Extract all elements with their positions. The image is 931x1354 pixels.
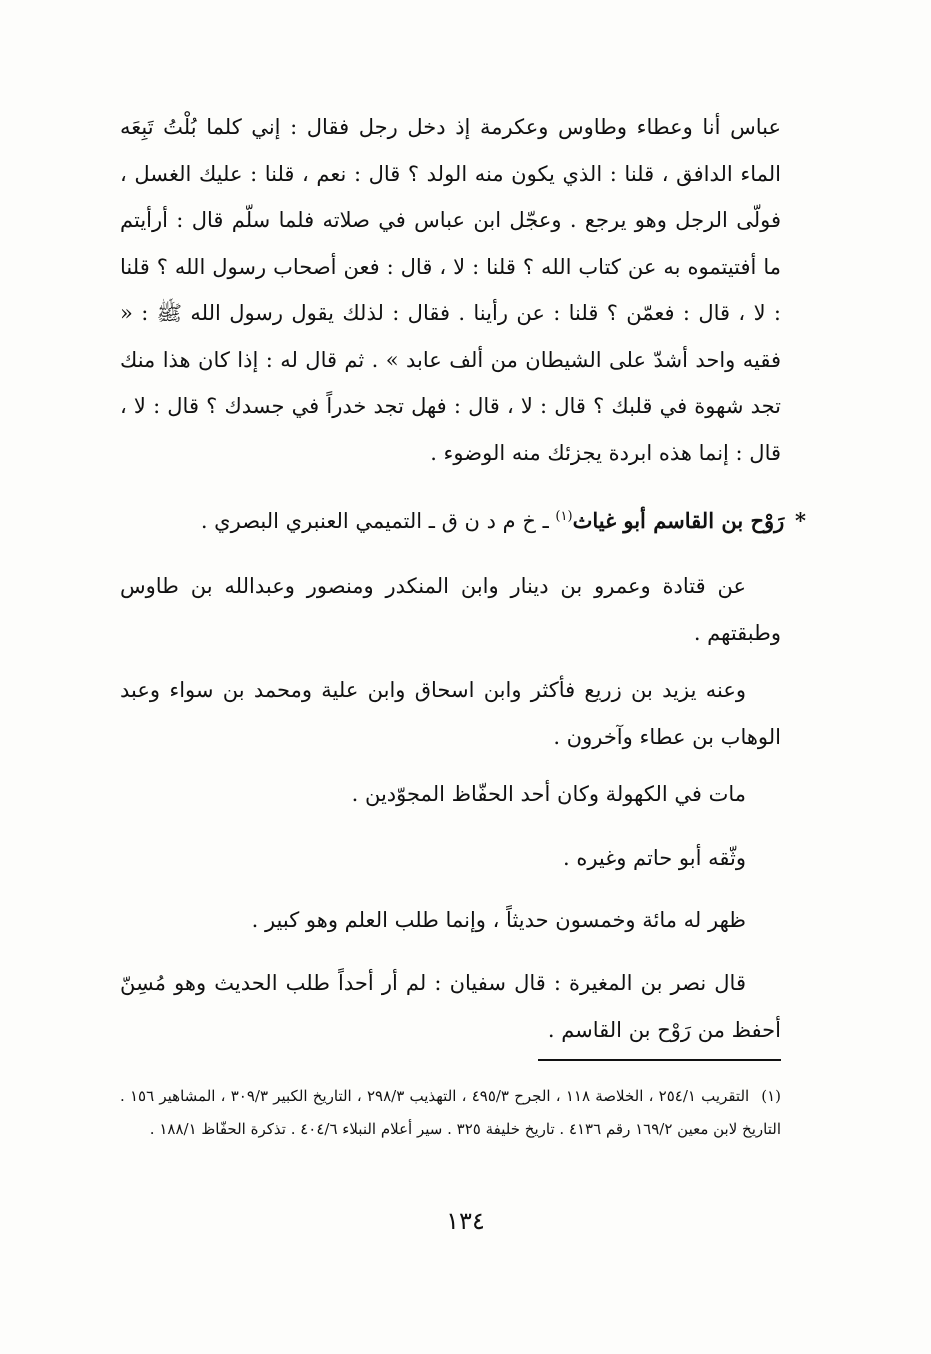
paragraph-text: مات في الكهولة وكان أحد الحفّاظ المجوّدين . [351, 782, 746, 806]
entry-name: رَوْح بن القاسم أبو غياث [572, 508, 785, 533]
paragraph-continuation [120, 104, 781, 476]
paragraph-death [120, 771, 781, 818]
paragraph-students [120, 667, 781, 760]
paragraph-text: عباس أنا وعطاء وطاوس وعكرمة إذ دخل رجل فقال : إني كلما بُلْتُ تَبِعَه الماء الدافق ، قلنا : الذي يكون منه الولد ؟ قال : نعم ، قلنا : عليك الغسل ، فولّى الرجل وهو يرجع . وعجّل ابن عباس في صلاته فلما سلّم قال : أرأيتم ما أفتيتموه به عن كتاب الله ؟ قلنا : لا ، قال : فعن أصحاب رسول الله ؟ قلنا : لا ، قال : فعمّن ؟ قلنا : عن رأينا . فقال : لذلك يقول رسول الله ﷺ : « فقيه واحد أشدّ على الشيطان من ألف عابد » . ثم قال له : إذا كان هذا منك تجد شهوة في قلبك ؟ قال : لا ، قال : فهل تجد خدراً في جسدك ؟ قال : لا ، قال : إنما هذه ابردة يجزئك منه الوضوء . [120, 115, 781, 465]
paragraph-text: وثّقه أبو حاتم وغيره . [562, 846, 746, 870]
footnote-separator [538, 1059, 781, 1061]
paragraph-text: ظهر له مائة وخمسون حديثاً ، وإنما طلب العلم وهو كبير . [251, 908, 746, 932]
paragraph-quote [120, 960, 781, 1053]
biography-entry-heading [120, 498, 806, 545]
entry-marker: * [795, 508, 806, 533]
footnote-text: التقريب ٢٥٤/١ ، الخلاصة ١١٨ ، الجرح ٤٩٥/٣ ، التهذيب ٢٩٨/٣ ، التاريخ الكبير ٣٠٩/٣ ، المشاهير ١٥٦ . التاريخ لابن معين ١٦٩/٢ رقم ٤١٣٦ . تاريخ خليفة ٣٢٥ . سير أعلام النبلاء ٤٠٤/٦ . تذكرة الحفّاظ ١٨٨/١ . [120, 1087, 781, 1138]
paragraph-hadith-count [120, 897, 781, 944]
entry-details: ـ خ م د ن ق ـ التميمي العنبري البصري . [200, 509, 556, 533]
paragraph-text: قال نصر بن المغيرة : قال سفيان : لم أر أحداً طلب الحديث وهو مُسِنّ أحفظ من رَوْح بن القاسم . [120, 971, 781, 1042]
page-number: ١٣٤ [446, 1207, 485, 1235]
footnotes [120, 1080, 781, 1145]
paragraph-trust [120, 835, 781, 882]
paragraph-text: وعنه يزيد بن زريع فأكثر وابن اسحاق وابن علية ومحمد بن سواء وعبد الوهاب بن عطاء وآخرون . [120, 678, 781, 749]
paragraph-text: عن قتادة وعمرو بن دينار وابن المنكدر ومنصور وعبدالله بن طاوس وطبقتهم . [120, 574, 781, 645]
paragraph-teachers [120, 563, 781, 656]
footnote-number: (١) [761, 1087, 781, 1105]
footnote-ref: (١) [555, 509, 573, 524]
